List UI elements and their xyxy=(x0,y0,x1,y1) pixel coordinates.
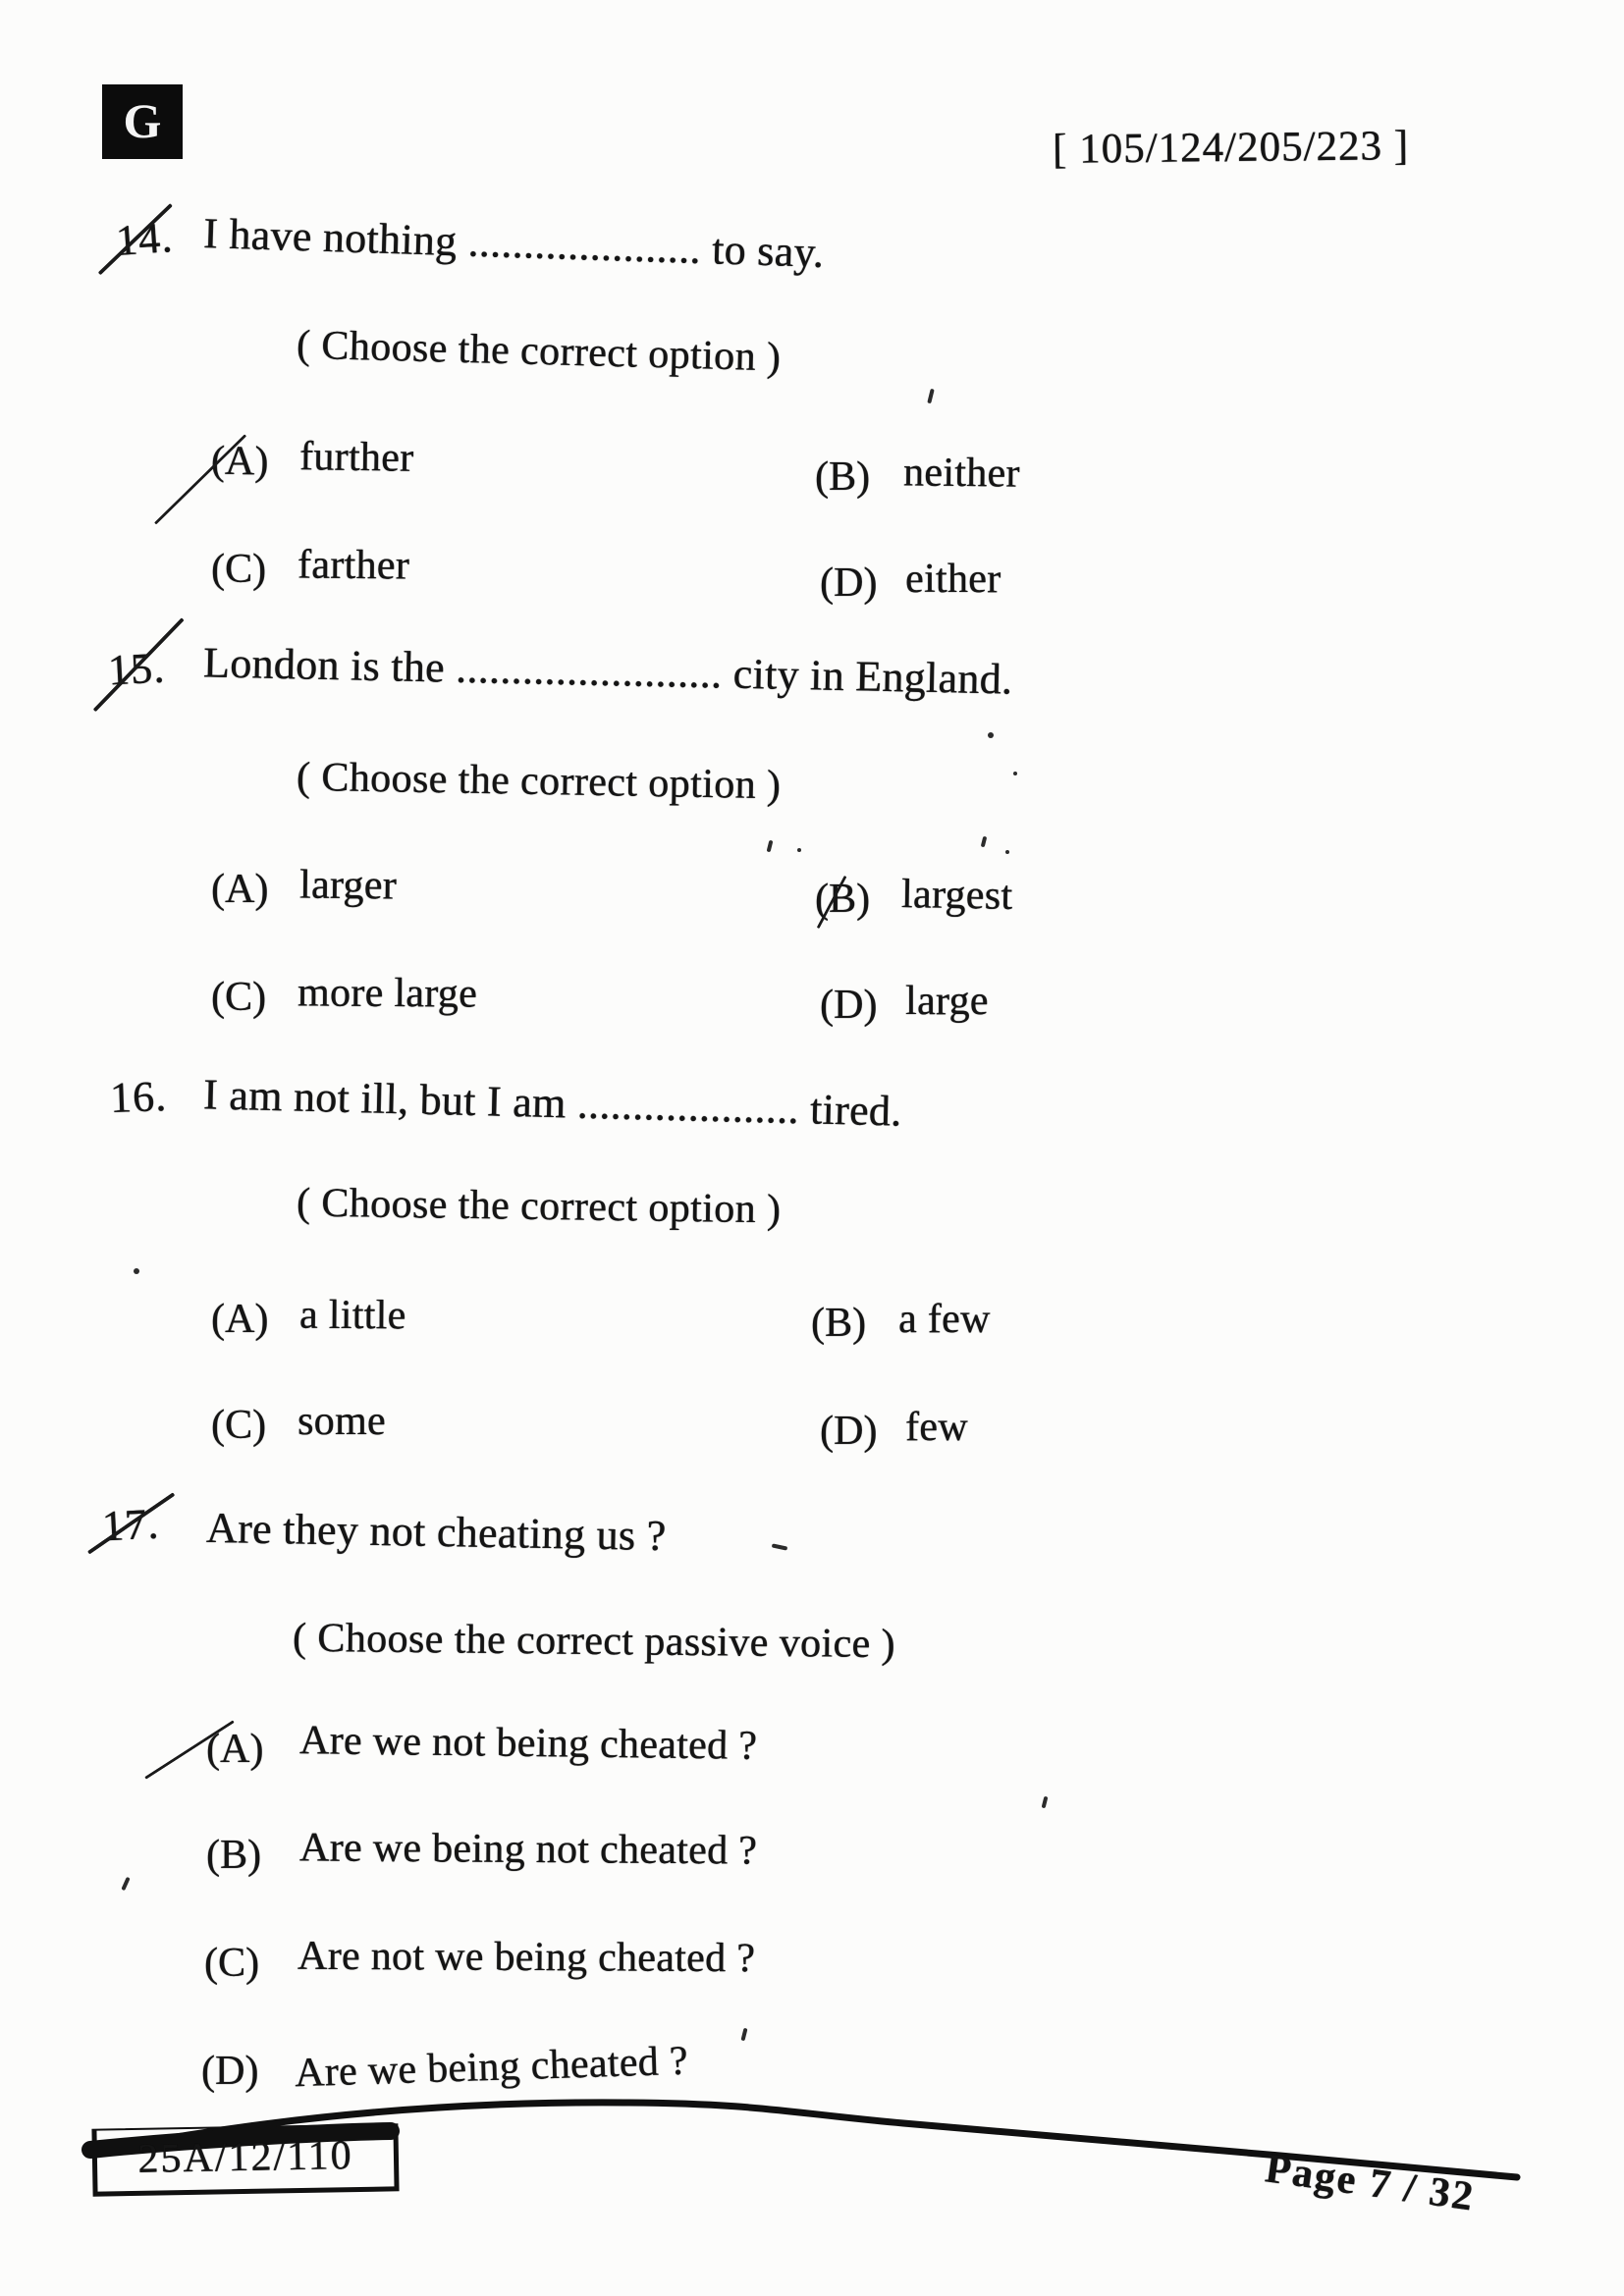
ink-speck xyxy=(988,732,994,738)
ink-speck xyxy=(767,840,774,853)
option-label: (A) xyxy=(211,867,269,912)
ink-speck xyxy=(1013,772,1017,775)
ink-speck xyxy=(1005,850,1009,854)
option-label: (B) xyxy=(815,454,870,500)
footer-code-box xyxy=(91,2123,399,2196)
section-label-box xyxy=(102,84,183,159)
strike-mark xyxy=(93,617,185,712)
option-text: farther xyxy=(297,542,410,589)
option-text: few xyxy=(905,1405,968,1450)
option-label: (B) xyxy=(815,877,870,922)
question-number: 16. xyxy=(109,1072,168,1122)
question-instruction: ( Choose the correct option ) xyxy=(296,1180,782,1233)
ink-speck xyxy=(927,389,935,404)
header-code: [ 105/124/205/223 ] xyxy=(1052,123,1410,173)
question-instruction: ( Choose the correct option ) xyxy=(296,322,782,381)
option-text: either xyxy=(905,557,1001,602)
option-label: (D) xyxy=(820,1409,878,1454)
question-instruction: ( Choose the correct option ) xyxy=(296,754,782,809)
ink-speck xyxy=(772,1543,787,1550)
option-text: Are not we being cheated ? xyxy=(297,1933,756,1982)
option-label: (A) xyxy=(210,438,269,485)
question-text: Are they not cheating us ? xyxy=(205,1503,667,1561)
ink-speck xyxy=(1042,1796,1049,1809)
footer-code: 25A/12/110 xyxy=(137,2133,353,2182)
ink-speck xyxy=(981,836,988,848)
option-label: (D) xyxy=(201,2049,259,2094)
option-label: (A) xyxy=(211,1297,269,1342)
option-text: more large xyxy=(297,970,478,1017)
option-text: a few xyxy=(898,1297,991,1342)
option-text: larger xyxy=(298,862,398,909)
question-number: 15. xyxy=(106,643,167,695)
question-text: I am not ill, but I am .................... tired. xyxy=(202,1070,903,1136)
option-text: largest xyxy=(900,872,1013,919)
question-instruction: ( Choose the correct passive voice ) xyxy=(292,1615,896,1668)
section-label: G xyxy=(123,93,162,148)
question-number: 14. xyxy=(114,213,175,265)
ink-speck xyxy=(740,2028,747,2042)
option-label: (C) xyxy=(211,1403,266,1448)
question-number: 17. xyxy=(100,1499,161,1551)
option-text: some xyxy=(298,1399,386,1444)
option-text: a little xyxy=(298,1292,406,1339)
option-label: (A) xyxy=(206,1727,264,1772)
option-label: (B) xyxy=(811,1301,866,1346)
ink-speck xyxy=(797,848,801,852)
option-label: (B) xyxy=(206,1833,261,1878)
ink-speck xyxy=(134,1268,139,1274)
ink-speck xyxy=(121,1877,130,1891)
option-text: Are we being cheated ? xyxy=(294,2038,689,2097)
option-text: neither xyxy=(902,450,1020,497)
option-label: (C) xyxy=(204,1941,259,1986)
question-text: I have nothing ..................... to say. xyxy=(202,209,826,277)
option-label: (C) xyxy=(211,975,266,1020)
option-text: Are we not being cheated ? xyxy=(298,1718,758,1769)
option-text: large xyxy=(905,979,989,1024)
option-text: Are we being not cheated ? xyxy=(298,1825,758,1874)
option-text: further xyxy=(298,434,414,481)
option-label: (D) xyxy=(820,983,878,1028)
option-label: (D) xyxy=(820,561,878,606)
page-number: Page 7 / 32 xyxy=(1262,2146,1478,2220)
option-label: (C) xyxy=(211,547,266,592)
question-text: London is the ........................ city in England. xyxy=(202,638,1013,704)
